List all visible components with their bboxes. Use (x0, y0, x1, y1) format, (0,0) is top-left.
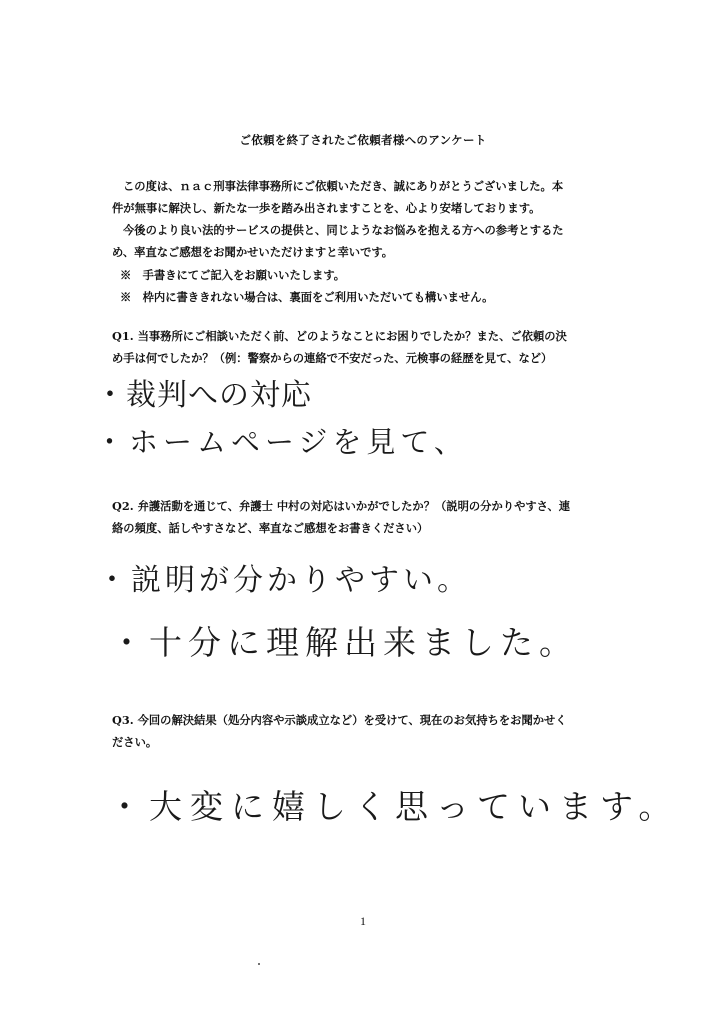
question-2-line-1: Q2. 弁護活動を通じて、弁護士 中村の対応はいかがでしたか？（説明の分かりやすさ、連 (112, 499, 571, 513)
answer-2-handwritten-1: ・説明が分かりやすい。 (97, 563, 471, 598)
answer-1-handwritten-2: ・ホームページを見て、 (95, 425, 468, 459)
intro-line-1: この度は、ｎａｃ刑事法律事務所にご依頼いただき、誠にありがとうございました。本 (123, 179, 564, 193)
answer-2-handwritten-2: ・十分に理解出来ました。 (110, 623, 578, 662)
note-backside: ※ 枠内に書ききれない場合は、裏面をご利用いただいても構いません。 (120, 290, 494, 304)
speck-mark (258, 963, 260, 965)
answer-1-handwritten-1: ・裁判への対応 (95, 378, 312, 413)
question-1-line-2: め手は何でしたか？（例：警察からの連絡で不安だった、元検事の経歴を見て、など） (112, 351, 553, 365)
question-3-line-2: ださい。 (112, 735, 158, 749)
intro-line-3: 今後のより良い法的サービスの提供と、同じようなお悩みを抱える方への参考とするた (123, 223, 564, 237)
note-handwriting: ※ 手書きにてご記入をお願いいたします。 (120, 268, 346, 282)
intro-line-2: 件が無事に解決し、新たな一歩を踏み出されますことを、心より安堵しております。 (112, 201, 541, 215)
answer-3-handwritten-1: ・大変に嬉しく思っています。 (108, 787, 680, 826)
intro-line-4: め、率直なご感想をお聞かせいただけますと幸いです。 (112, 245, 394, 259)
document-title: ご依頼を終了されたご依頼者様へのアンケート (239, 133, 487, 147)
question-2-line-2: 絡の頻度、話しやすさなど、率直なご感想をお書きください） (112, 521, 429, 535)
question-3-line-1: Q3. 今回の解決結果（処分内容や示談成立など）を受けて、現在のお気持ちをお聞かせく (112, 713, 567, 727)
question-1-line-1: Q1. 当事務所にご相談いただく前、どのようなことにお困りでしたか？また、ご依頼の決 (112, 329, 567, 343)
page-number: 1 (360, 914, 366, 928)
